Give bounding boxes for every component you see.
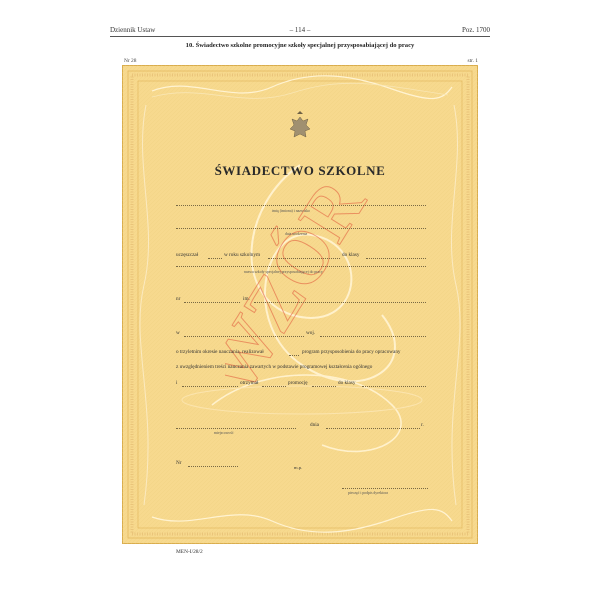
page-indicator: str. 1 <box>467 58 478 64</box>
to-class-text: do klasy <box>342 252 360 258</box>
stamp-place-text: m.p. <box>294 465 303 470</box>
and-text: i <box>176 380 178 386</box>
date-word: dnia <box>310 422 319 428</box>
promotion-text: promocję <box>288 380 308 386</box>
document-caption: 10. Świadectwo szkolne promocyjne szkoły specjalnej przysposabiającej do pracy <box>185 42 415 49</box>
period-text: o trzyletnim okresie nauczania, realizował <box>176 349 264 355</box>
date-dots <box>326 428 420 429</box>
school-year-dots <box>268 258 340 259</box>
class-dots <box>366 258 426 259</box>
promotion-dots <box>312 386 336 387</box>
signature-label: pieczęć i podpis dyrektora <box>348 491 388 495</box>
certificate-title: ŚWIADECTWO SZKOLNE <box>214 163 386 178</box>
class2-dots <box>362 386 426 387</box>
watermark-text: WZÓR <box>225 180 382 400</box>
position-number: Poz. 1700 <box>462 26 490 34</box>
nr-dots <box>184 302 240 303</box>
journal-name: Dziennik Ustaw <box>110 26 156 34</box>
voivodeship-text: woj. <box>306 330 316 336</box>
voivodeship-dots <box>320 336 426 337</box>
w-text: w <box>176 330 180 336</box>
in-name-text: im. <box>243 296 250 302</box>
signature-line <box>342 488 428 489</box>
in-name-dots <box>254 302 426 303</box>
nr-text: nr <box>176 296 181 302</box>
and-dots <box>182 386 238 387</box>
name-line <box>176 205 426 206</box>
name-label: imię (imiona) i nazwisko <box>272 209 311 213</box>
page-number: – 114 – <box>289 26 311 34</box>
form-code: MEN-I/28/2 <box>176 549 203 555</box>
registry-nr-text: Nr <box>176 460 182 466</box>
place-line <box>176 428 296 429</box>
school-name-label: nazwa szkoły specjalnej przysposabiającej do pracy <box>244 270 323 274</box>
basis-text: z uwzględnieniem treści nauczania zawartych w podstawie programowej kształcenia ogólnego <box>176 364 373 370</box>
program-text: program przysposobienia do pracy opracowany <box>302 349 401 355</box>
form-number: Nr 28 <box>124 58 137 64</box>
school-name-line <box>176 266 426 267</box>
received-text: otrzymał <box>240 380 259 386</box>
birth-date-label: data urodzenia <box>285 232 308 236</box>
received-dots <box>262 386 286 387</box>
school-year-text: w roku szkolnym <box>224 252 261 258</box>
attended-dots <box>208 258 222 259</box>
to-class2-text: do klasy <box>338 380 356 386</box>
year-suffix: r. <box>421 422 424 428</box>
place-label: miejscowość <box>214 431 234 435</box>
registry-nr-dots <box>188 466 238 467</box>
attended-text: uczęszczał <box>176 252 199 258</box>
w-dots <box>184 336 304 337</box>
birth-date-line <box>176 228 426 229</box>
header-rule <box>110 36 490 37</box>
realized-dots <box>289 355 299 356</box>
